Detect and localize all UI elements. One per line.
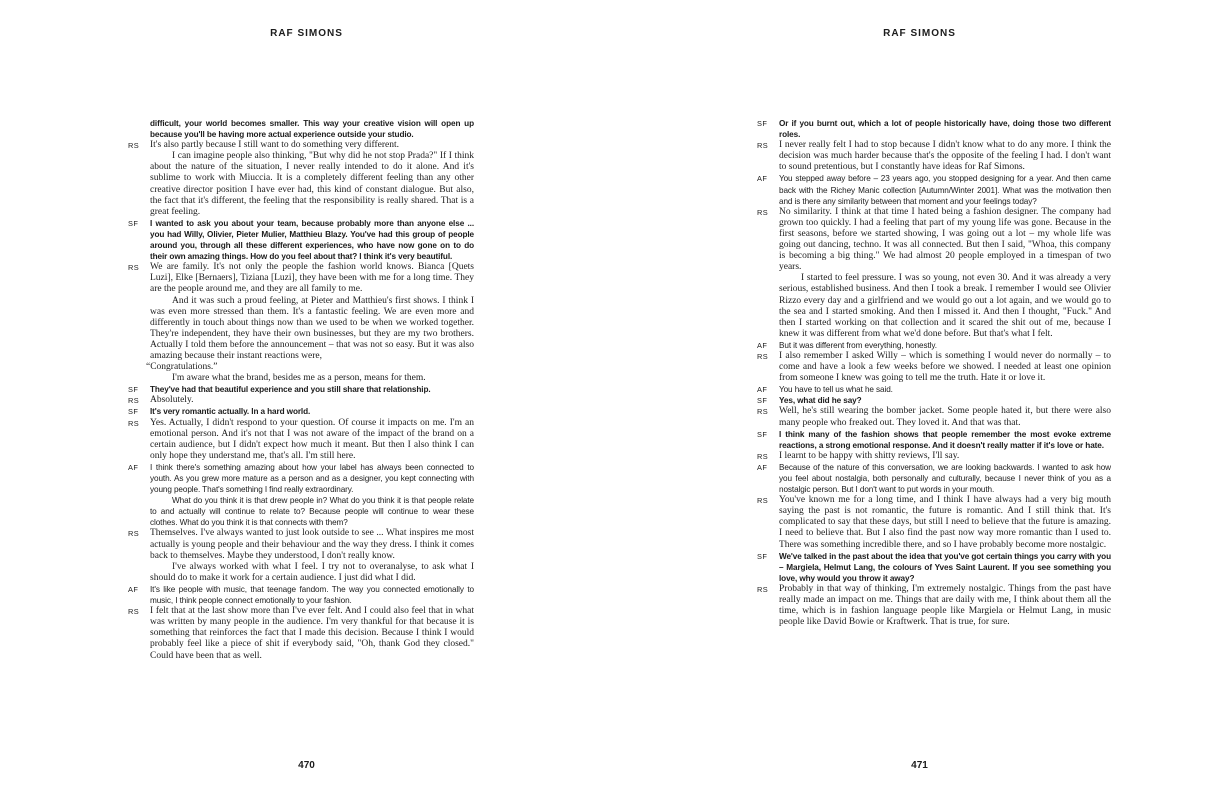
interview-paragraph xyxy=(757,173,1111,206)
speaker-initials: RS xyxy=(757,351,769,361)
interview-paragraph xyxy=(757,429,1111,451)
paragraph-text: Absolutely. xyxy=(150,395,194,406)
interview-paragraph xyxy=(128,606,474,661)
interview-text xyxy=(128,118,474,662)
paragraph-text: You've known me for a long time, and I think I have always had a very big mouth saying the past is not romantic, the future is romantic. And I still think that. It's complicated to say that these days, but still I need to believe that the future is amazing. I need to believe that. But I also find the past now way more romantic than I used to. There was something incredible there, and so I have probably become more nostalgic. xyxy=(779,495,1111,550)
paragraph-text: I felt that at the last show more than I've ever felt. And I could also feel that in what was written by many people in the audience. I'm very thankful for that because it is something that reinforces the fact that I made this decision. Because I think I would probably feel like a piece of shit if everybody said, "Oh, thank God they closed." Could have been that as well. xyxy=(150,606,474,661)
interview-paragraph xyxy=(757,584,1111,628)
interview-paragraph xyxy=(757,273,1111,340)
speaker-initials: RS xyxy=(128,263,140,273)
interview-paragraph xyxy=(128,418,474,462)
paragraph-text: I wanted to ask you about your team, because probably more than anyone else ... you had Willy, Olivier, Pieter Mulier, Matthieu Blazy. You've had this group of people around you, through all these different experiences, who have now gone on to do their own amazing things. How do you feel about that? I think it's very beautiful. xyxy=(150,218,474,262)
interview-paragraph xyxy=(757,395,1111,406)
paragraph-text: Or if you burnt out, which a lot of people historically have, doing those two different roles. xyxy=(779,119,1111,140)
interview-paragraph xyxy=(757,406,1111,428)
speaker-initials: SF xyxy=(128,407,139,417)
paragraph-text: We are family. It's not only the people the fashion world knows. Bianca [Quets Luzi], Elke [Bernaers], Tiziana [Luzi], they have been with me for a long time. They are the people around me, and they are all family to me. xyxy=(150,262,474,295)
interview-paragraph xyxy=(128,384,474,395)
paragraph-text: Probably in that way of thinking, I'm extremely nostalgic. Things from the past have really made an impact on me. Things that are daily with me, I think about them all the time, which is in fashion language people like Margiela or Helmut Lang, in music people like David Bowie or Kraftwerk. That is true, for sure. xyxy=(779,583,1111,628)
interview-paragraph xyxy=(757,551,1111,584)
paragraph-text: It's like people with music, that teenage fandom. The way you connected emotionally to music, I think people connect emotionally to your fashion. xyxy=(150,584,474,606)
paragraph-text: I started to feel pressure. I was so young, not even 30. And it was already a very serious, established business. And then I took a break. I remember I would see Olivier Rizzo every day and a girlfriend and we would go out a lot again, and we would go to the sea and I started smoking. And then I missed it. And then I thought, "Fuck." And then I started working on that collection and it scared the shit out of me, because I knew it was different from what we'd done before. But that's what I felt. xyxy=(779,273,1111,339)
speaker-initials: AF xyxy=(128,584,139,594)
page-number: 470 xyxy=(298,760,315,771)
paragraph-text: I never really felt I had to stop because I didn't know what to do any more. I think the decision was much harder because that's the opposite of the feeling I had. I don't want to sound pretentious, but I constantly have ideas for Raf Simons. xyxy=(779,140,1111,173)
interview-paragraph xyxy=(128,296,474,363)
paragraph-text: And it was such a proud feeling, at Pieter and Matthieu's first shows. I think I was even more stressed than them. It's a fantastic feeling. We are even more and differently in touch about things now than we used to be when we worked together. They're independent, they have their own businesses, but they are my two brothers. Actually I told them before the announcement – that was not so easy. But it was also amazing because their instant reactions were, xyxy=(150,295,474,361)
paragraph-text: But it was different from everything, honestly. xyxy=(779,340,937,350)
speaker-initials: SF xyxy=(757,429,768,439)
paragraph-text: You have to tell us what he said. xyxy=(779,385,893,395)
interview-paragraph xyxy=(757,340,1111,351)
speaker-initials: RS xyxy=(757,207,769,217)
paragraph-text: It's also partly because I still want to do something very different. xyxy=(150,140,400,151)
paragraph-text: I'm aware what the brand, besides me as a person, means for them. xyxy=(172,373,426,384)
paragraph-text: difficult, your world becomes smaller. This way your creative vision will open up because you'll be having more actual experience outside your studio. xyxy=(150,119,474,140)
interview-paragraph xyxy=(128,406,474,417)
speaker-initials: RS xyxy=(128,141,140,151)
speaker-initials: AF xyxy=(757,340,768,350)
interview-paragraph xyxy=(128,118,474,140)
paragraph-text: It's very romantic actually. In a hard world. xyxy=(150,407,311,417)
speaker-initials: RS xyxy=(128,418,140,428)
interview-paragraph xyxy=(757,451,1111,462)
interview-paragraph xyxy=(757,351,1111,384)
page-number: 471 xyxy=(911,760,928,771)
speaker-initials: AF xyxy=(128,462,139,472)
right-page xyxy=(613,0,1226,800)
speaker-initials: RS xyxy=(757,407,769,417)
speaker-initials: AF xyxy=(757,385,768,395)
paragraph-text: Because of the nature of this conversation, we are looking backwards. I wanted to ask how you feel about nostalgia, both personally and culturally, because I never think of you as a nostalgic person. But I don't want to put words in your mouth. xyxy=(779,462,1111,495)
interview-paragraph xyxy=(757,462,1111,495)
running-header: RAF SIMONS xyxy=(883,28,956,39)
interview-paragraph xyxy=(128,218,474,262)
speaker-initials: SF xyxy=(128,385,139,395)
paragraph-text: Themselves. I've always wanted to just look outside to see ... What inspires me most actually is young people and their behaviour and the way they dress. I think it comes back to themselves. Maybe they understood, I don't really know. xyxy=(150,528,474,561)
interview-paragraph xyxy=(124,362,474,373)
speaker-initials: RS xyxy=(128,396,140,406)
interview-paragraph xyxy=(128,140,474,151)
speaker-initials: RS xyxy=(757,141,769,151)
interview-paragraph xyxy=(757,118,1111,140)
speaker-initials: SF xyxy=(757,551,768,561)
interview-text xyxy=(757,118,1111,628)
interview-paragraph xyxy=(757,495,1111,550)
interview-paragraph xyxy=(128,151,474,218)
paragraph-text: We've talked in the past about the idea that you've got certain things you carry with you – Margiela, Helmut Lang, the colours of Yves Saint Laurent. If you see something you love, why would you throw it away? xyxy=(779,551,1111,583)
interview-paragraph xyxy=(128,584,474,606)
paragraph-text: You stepped away before – 23 years ago, you stopped designing for a year. And then came back with the Richey Manic collection [Autumn/Winter 2001]. What was the motivation then and is there any similarity between that moment and your feelings today? xyxy=(779,174,1111,206)
paragraph-text: I learnt to be happy with shitty reviews, I'll say. xyxy=(779,450,960,461)
speaker-initials: RS xyxy=(757,584,769,594)
interview-paragraph xyxy=(128,528,474,561)
paragraph-text: What do you think it is that drew people in? What do you think it is that people relate to and actually will continue to relate to? Because people will continue to wear these clothes. What do you think it is that connects with them? xyxy=(150,496,474,528)
paragraph-text: I've always worked with what I feel. I try not to overanalyse, to ask what I should do to make it work for a certain audience. I just did what I did. xyxy=(150,561,474,583)
interview-paragraph xyxy=(128,562,474,584)
speaker-initials: SF xyxy=(757,396,768,406)
paragraph-text: I can imagine people also thinking, "But why did he not stop Prada?" If I think about the nature of the situation, I never really intended to do it alone. And it's sublime to work with Miuccia. It is a completely different feeling than any other creative director position I have ever had, this kind of constant dialogue. But also, the fact that it's different, the feeling that the responsibility is really shared. That is a great feeling. xyxy=(150,151,474,217)
paragraph-text: Yes, what did he say? xyxy=(779,396,862,406)
paragraph-text: They've had that beautiful experience and you still share that relationship. xyxy=(150,385,431,395)
speaker-initials: SF xyxy=(128,218,139,228)
speaker-initials: RS xyxy=(757,451,769,461)
speaker-initials: RS xyxy=(128,607,140,617)
speaker-initials: AF xyxy=(757,462,768,472)
interview-paragraph xyxy=(128,495,474,528)
paragraph-text: I also remember I asked Willy – which is something I would never do normally – to come and have a look a few weeks before we showed. I needed at least one opinion from someone I knew was going to tell me the truth. Hate it or love it. xyxy=(779,350,1111,384)
paragraph-text: I think many of the fashion shows that people remember the most evoke extreme reactions, a strong emotional response. And it doesn't really matter if it's love or hate. xyxy=(779,429,1111,450)
speaker-initials: RS xyxy=(128,529,140,539)
interview-paragraph xyxy=(128,262,474,295)
interview-paragraph xyxy=(757,384,1111,395)
interview-paragraph xyxy=(128,395,474,406)
speaker-initials: SF xyxy=(757,119,768,128)
interview-paragraph xyxy=(128,462,474,495)
interview-paragraph xyxy=(128,373,474,384)
paragraph-text: Yes. Actually, I didn't respond to your question. Of course it impacts on me. I'm an emotional person. And it's not that I was not aware of the impact of the brand on a certain audience, but I didn't expect how much it meant. But then I also think I can only hope they understand me, that's all. I'm still here. xyxy=(150,417,474,461)
interview-paragraph xyxy=(757,140,1111,173)
paragraph-text: I think there's something amazing about how your label has always been connected to youth. As you grew more mature as a person and as a designer, you kept connecting with young people. That's something I find really extraordinary. xyxy=(150,462,474,495)
paragraph-text: “Congratulations.” xyxy=(146,362,218,373)
running-header: RAF SIMONS xyxy=(270,28,343,39)
speaker-initials: AF xyxy=(757,174,768,184)
paragraph-text: Well, he's still wearing the bomber jacket. Some people hated it, but there were also many people who freaked out. They loved it. And that was that. xyxy=(779,406,1111,428)
speaker-initials: RS xyxy=(757,496,769,506)
paragraph-text: No similarity. I think at that time I hated being a fashion designer. The company had grown too quickly. I had a feeling that part of my young life was gone. Because in the first seasons, before we started showing, I was going out a lot – my whole life was going out dancing, techno. It was all connected. But then I said, "Whoa, this company is becoming a big thing." We had almost 20 people employed in a timespan of two years. xyxy=(779,206,1111,273)
interview-paragraph xyxy=(757,207,1111,274)
